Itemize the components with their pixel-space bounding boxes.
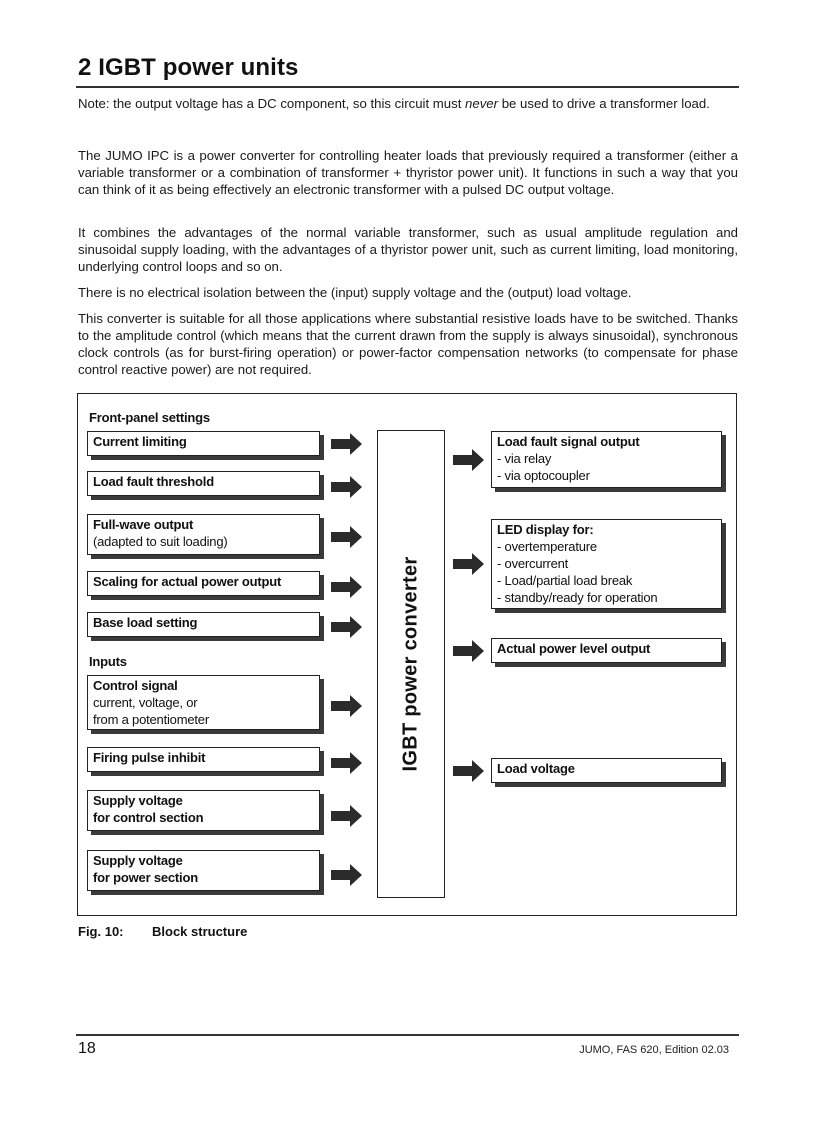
arrow-right-icon — [331, 526, 362, 548]
box-title-line2: for power section — [93, 870, 198, 885]
arrow-right-icon — [453, 760, 484, 782]
box-load-voltage — [491, 758, 722, 783]
footer-edition: JUMO, FAS 620, Edition 02.03 — [579, 1044, 729, 1056]
box-supply-voltage-power — [87, 850, 320, 891]
box-line: current, voltage, or — [93, 695, 198, 710]
arrow-right-icon — [453, 553, 484, 575]
box-base-load-setting — [87, 612, 320, 637]
box-control-signal — [87, 675, 320, 730]
note-text-end: be used to drive a transformer load. — [498, 96, 710, 111]
box-scaling-power-output — [87, 571, 320, 596]
box-title: Load fault threshold — [93, 474, 214, 489]
box-line: - via optocoupler — [497, 468, 590, 483]
box-title: Load voltage — [497, 761, 575, 776]
box-load-fault-threshold — [87, 471, 320, 496]
isolation-paragraph: There is no electrical isolation between the (input) supply voltage and the (output) load voltage. — [78, 285, 632, 300]
arrow-right-icon — [331, 576, 362, 598]
box-current-limiting — [87, 431, 320, 456]
applications-paragraph: This converter is suitable for all those applications where substantial resistive loads have to be switched. Thanks to the amplitude control (which means that the current drawn from the supply is always sinusoidal), synchronous clock controls (as for burst-firing operation) or power-factor compensation networks (to compensate for phase control reactive power) are not required. — [78, 311, 738, 377]
igbt-converter-box — [377, 430, 445, 898]
figure-title: Block structure — [152, 924, 248, 939]
page-number: 18 — [78, 1040, 96, 1057]
page-title: 2 IGBT power units — [78, 54, 299, 81]
box-line: - overtemperature — [497, 539, 597, 554]
box-firing-pulse-inhibit — [87, 747, 320, 772]
box-title: Current limiting — [93, 434, 187, 449]
figure-caption — [78, 924, 247, 939]
note-text-start: Note: the output voltage has a DC component, so this circuit must — [78, 96, 466, 111]
box-line: - via relay — [497, 451, 552, 466]
front-panel-label: Front-panel settings — [89, 410, 210, 425]
box-title: Actual power level output — [497, 641, 651, 656]
arrow-right-icon — [453, 449, 484, 471]
box-actual-power-level-output — [491, 638, 722, 663]
intro-paragraph: The JUMO IPC is a power converter for controlling heater loads that previously required a transformer (either a variable transformer or a combination of transformer + thyristor power unit). It functions in such a way that you can think of it as being effectively an electronic transformer with a pulsed DC output voltage. — [78, 148, 738, 197]
note-emphasis: never — [465, 96, 499, 111]
box-title: Scaling for actual power output — [93, 574, 282, 589]
arrow-right-icon — [453, 640, 484, 662]
converter-label: IGBT power converter — [399, 556, 422, 772]
box-title: Control signal — [93, 678, 178, 693]
box-load-fault-signal-output — [491, 431, 722, 488]
box-title: LED display for: — [497, 522, 594, 537]
box-title-line2: for control section — [93, 810, 204, 825]
arrow-right-icon — [331, 864, 362, 886]
advantages-paragraph: It combines the advantages of the normal variable transformer, such as usual amplitude regulation and sinusoidal supply loading, with the advantages of a thyristor power unit, such as current limiting, load monitoring, underlying control loops and so on. — [78, 225, 738, 274]
box-line: - standby/ready for operation — [497, 590, 658, 605]
arrow-right-icon — [331, 805, 362, 827]
box-line: - overcurrent — [497, 556, 569, 571]
box-title: Supply voltage — [93, 793, 183, 808]
box-led-display — [491, 519, 722, 609]
box-supply-voltage-control — [87, 790, 320, 831]
arrow-right-icon — [331, 476, 362, 498]
figure-number: Fig. 10: — [78, 924, 124, 939]
note-paragraph — [78, 95, 738, 112]
inputs-label: Inputs — [89, 654, 127, 669]
box-title: Supply voltage — [93, 853, 183, 868]
arrow-right-icon — [331, 752, 362, 774]
arrow-right-icon — [331, 695, 362, 717]
footer-divider — [76, 1034, 739, 1036]
arrow-right-icon — [331, 616, 362, 638]
arrow-right-icon — [331, 433, 362, 455]
box-title: Load fault signal output — [497, 434, 640, 449]
box-line: - Load/partial load break — [497, 573, 633, 588]
box-title: Firing pulse inhibit — [93, 750, 206, 765]
title-divider — [76, 86, 739, 88]
box-title: Full-wave output — [93, 517, 194, 532]
box-line: from a potentiometer — [93, 712, 209, 727]
box-line: (adapted to suit loading) — [93, 534, 228, 549]
box-title: Base load setting — [93, 615, 198, 630]
box-full-wave-output — [87, 514, 320, 555]
